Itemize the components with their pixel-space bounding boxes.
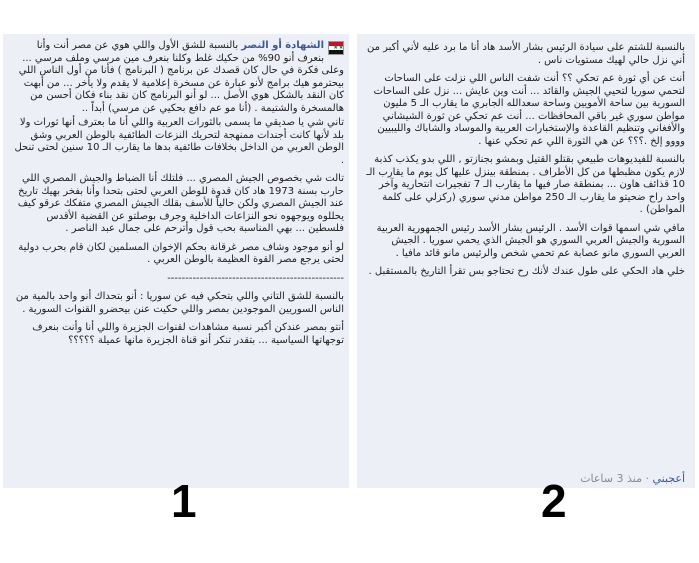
comment-2-para-3: مافي شي اسمها قوات الأسد . الرئيس بشار الأسد رئيس الجمهورية العربية السورية والجيش العربي السوري هو الجيش الذي يحمي سوريا . الجيش العربي السوري مانو عصابة عم تحمي شخص والرئيس مانو قائد مافيا . (376, 222, 685, 259)
comment-panel-2 (357, 34, 695, 488)
comment-author-link[interactable]: الشهادة أو النصر (241, 40, 324, 51)
comment-body-2 (365, 42, 685, 285)
caption-number-2: 2 (541, 475, 567, 527)
comment-timestamp[interactable]: منذ 3 ساعات (580, 472, 642, 485)
comment-1-divider: ------------------------------------------------- (167, 272, 344, 284)
comment-2-meta (365, 472, 685, 485)
comment-body-1 (9, 40, 344, 353)
comment-panel-1 (3, 34, 349, 488)
comment-1-text-0: بالنسبة للشق الأول واللي هوي عن مصر أنت وأنا بنعرف أنو 90% من حكيك غلط وكلنا بنعرف مين مرسي وملف مرسي ... وعلى فكرة في حال كان قصدك عن برنامج ( البرنامج ) فأنا من أول الناس اللي بيحترمو هيك برامج لأنو عبارة عن مسخرة إعلامية لا يقدم ولا يأخر ... من أبهت كان النقد بالشكل هوي الأصل ... لو أنو البرنامج كان نقد بناء فكان أحسن من هالمسخرة والشتيمة . (أنا مو عم دافع بحكيي عن مرسي) أبداً .. (18, 40, 344, 114)
comment-1-para-5: بالنسبة للشق التاني واللي بتحكي فيه عن سوريا : أنو بتحداك أنو واحد بالمية من الناس السوريين الموجودين بمصر واللي حكيت عنن بيحضرو القنوات السورية . (15, 291, 344, 315)
comment-2-para-1: أنت عن أي ثورة عم تحكي ؟؟ أنت شفت الناس اللي نزلت على الساحات لتحمي سوريا لتحيي الجيش والقائد ... أنت وين عايش ... نزل على الساحات السورية بين ساحة الأمويين وساحة سعدالله الجابري ما يقارب الـ 5 مليون مواطن سوري غير باقي المحافظات ... أنت عم تحكي عن ثورة الشيشاني والأفغاني وتنظيم القاعدة والإستخبارات العربية والموساد والشاباك والليبيين وووو إلخ .؟؟؟ عن هي الثورة اللي عم تحكي عنها . (373, 73, 685, 147)
like-link[interactable]: أعجبني (652, 472, 685, 485)
comment-1-para-6: أنتو بمصر عندكن أكبر نسبة مشاهدات لقنوات الجزيرة واللي أنا وأنت بنعرف توجهاتها السياسية ... بتقدر تنكر أنو قناة الجزيرة مانها عميلة ؟؟؟؟؟ (32, 322, 344, 346)
comment-1-para-0 (9, 40, 344, 115)
comment-2-para-4: خلي هاد الحكي على طول عندك لأنك رح تحتاجو بس تقرأ التاريخ بالمستقبل . (368, 266, 685, 277)
comment-2-para-2: بالنسبة للفيديوهات طبيعي بقتلو القتيل وبمشو بجنازتو , اللي بدو يكذب كذبة لازم يكون مظبطها من كل الأطراف . بمنطقة بينزل عليها كل يوم ما يقارب الـ 10 قذائف هاون ... بمنطقة صار فيها ما يقارب الـ 7 تفجيرات انتحارية وآخر واحد راح ضحيتو ما يقارب الـ 250 مواطن مدني سوري (ركزلي على كلمة المواطن) . (366, 154, 685, 215)
comment-1-para-2: تالت شي بخصوص الجيش المصري ... فلتلك أنا الضباط والجيش المصري اللي حارب بسنة 1973 هاد كان قدوة للوطن العربي لحتى بتحدا وأنا بفخر بهيك تاريخ عند الجيش المصري ولكن حالياً للأسف بقلك الجيش المصري متفكك عرقو كيف يحللوه ويوجهوه نحو النزاعات الداخلية وجرف بوصلتو عن القضية الأقدس فلسطين ... بهي المناسبة بحب قول وأترحم على جمال عبد الناصر . (17, 173, 344, 234)
comment-2-para-0: بالنسبة للشتم على سيادة الرئيس بشار الأسد هاد أنا ما برد عليه لأني أكبر من أني نزل حالي لهيك مستويات ناس . (366, 42, 685, 66)
caption-number-1: 1 (171, 475, 197, 527)
comment-1-para-3: لو أنو موجود وشاف مصر غرقانة بحكم الإخوان المسلمين لكان قام بحرب دولية لحتى يرجع مصر القوة العظيمة بالوطن العربي . (18, 241, 344, 265)
syria-flag-avatar-icon[interactable]: ★★ (328, 41, 344, 55)
meta-separator: · (641, 472, 653, 485)
comment-1-para-1: تاني شي يا صديقي ما يسمى بالثورات العربية واللي أنا ما بعترف أنها ثورات ولا بلد لأنها كانت أجندات ممنهجة لتحريك النزعات الطائفية بالوطن العربي وشق الوطن العربي من الداخل بخلافات طائفية بدها ما يقارب الـ 10 سنين لحتى تنحل . (14, 117, 344, 166)
